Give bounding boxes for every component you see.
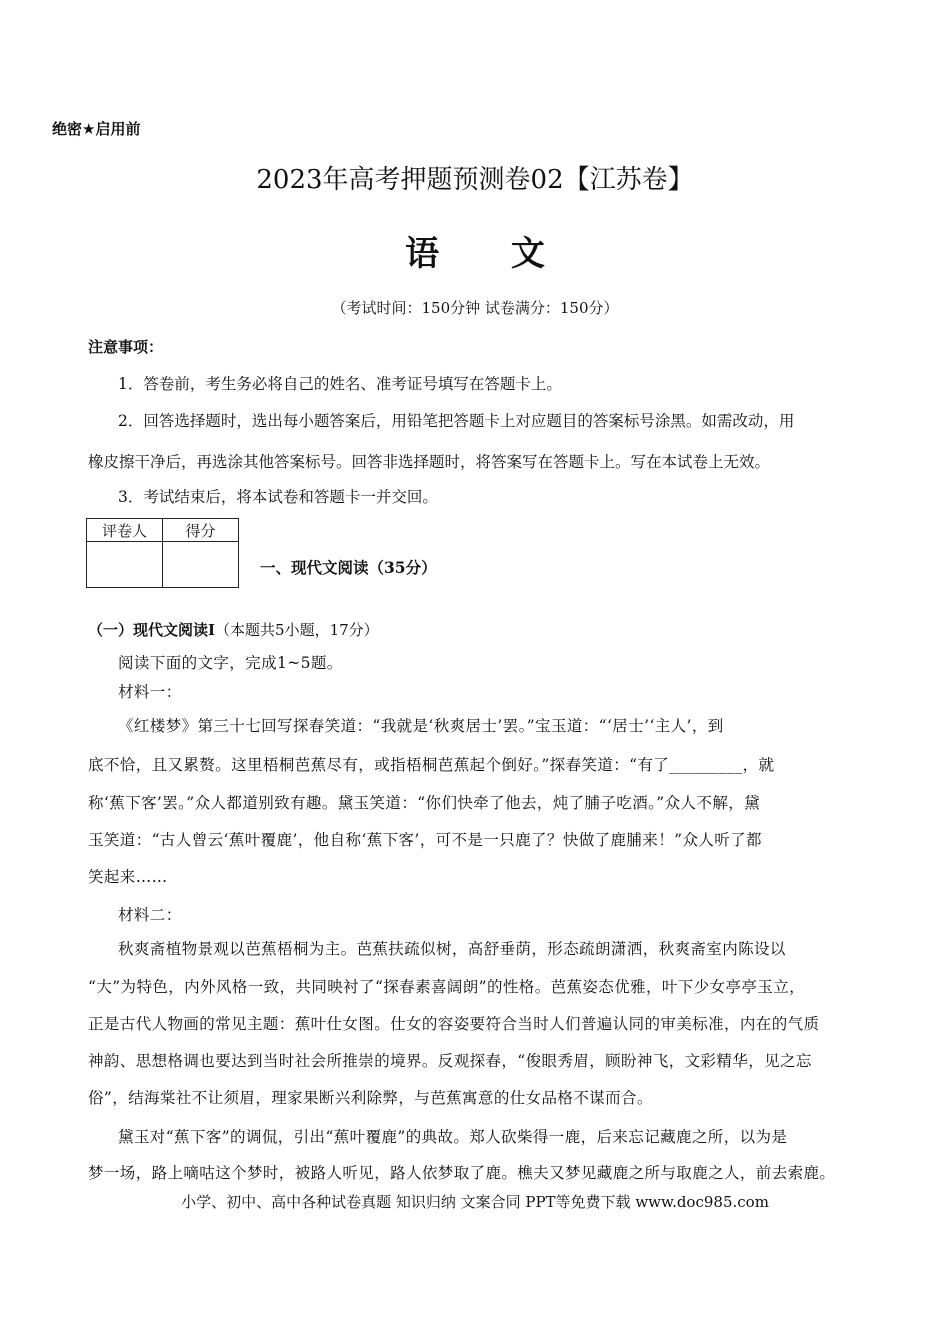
material-2-line: 秋爽斋植物景观以芭蕉梧桐为主。芭蕉扶疏似树，高舒垂荫，形态疏朗潇洒，秋爽斋室内陈设以 — [118, 940, 786, 958]
confidential-label: 绝密★启用前 — [52, 120, 141, 138]
material-2-line: 梦一场，路上嘀咕这个梦时，被路人听见，路人依梦取了鹿。樵夫又梦见藏鹿之所与取鹿之人，前去索鹿。 — [88, 1164, 836, 1182]
material-2-line: 俗”，结海棠社不让须眉，理家果断兴利除弊，与芭蕉寓意的仕女品格不谋而合。 — [88, 1089, 653, 1107]
material-1-line: 笑起来…… — [88, 868, 168, 886]
subsection-label: （一）现代文阅读Ⅰ — [88, 621, 216, 639]
subsection-detail: （本题共5小题，17分） — [215, 621, 379, 639]
notice-heading: 注意事项： — [88, 338, 164, 356]
score-header: 得分 — [163, 519, 239, 542]
material-1-line: 称‘蕉下客’罢。”众人都道别致有趣。黛玉笑道：“你们快牵了他去，炖了脯子吃酒。”众人不解，黛 — [88, 794, 761, 812]
material-1-line: 底不恰，且又累赘。这里梧桐芭蕉尽有，或指梧桐芭蕉起个倒好。”探春笑道：“有了_________，就 — [88, 756, 775, 774]
subsection-title — [88, 619, 379, 640]
instruction: 阅读下面的文字，完成1~5题。 — [118, 654, 343, 672]
material-2-label: 材料二： — [118, 906, 182, 924]
material-2-line: 黛玉对“蕉下客”的调侃，引出“蕉叶覆鹿”的典故。郑人砍柴得一鹿，后来忘记藏鹿之所，以为是 — [118, 1128, 788, 1146]
subject-title: 语 文 — [405, 234, 575, 274]
score-table — [86, 518, 239, 588]
page-footer: 小学、初中、高中各种试卷真题 知识归纳 文案合同 PPT等免费下载 www.doc985.com — [181, 1193, 769, 1211]
material-2-line: “大”为特色，内外风格一致，共同映衬了“探春素喜阔朗”的性格。芭蕉姿态优雅，叶下少女亭亭玉立， — [88, 978, 805, 996]
material-1-label: 材料一： — [118, 683, 182, 701]
material-2-line: 神韵、思想格调也要达到当时社会所推崇的境界。反观探春，“俊眼秀眉，顾盼神飞，文彩精华，见之忘 — [88, 1052, 812, 1070]
material-1-line: 《红楼梦》第三十七回写探春笑道：“我就是‘秋爽居士’罢。”宝玉道：“‘居士’‘主人’，到 — [118, 717, 724, 735]
notice-line-3: 橡皮擦干净后，再选涂其他答案标号。回答非选择题时，将答案写在答题卡上。写在本试卷上无效。 — [88, 453, 771, 471]
material-2-line: 正是古代人物画的常见主题：蕉叶仕女图。仕女的容姿要符合当时人们普遍认同的审美标准，内在的气质 — [88, 1015, 820, 1033]
exam-title: 2023年高考押题预测卷02【江苏卷】 — [256, 165, 694, 195]
notice-line-4: 3．考试结束后，将本试卷和答题卡一并交回。 — [118, 488, 438, 506]
section-title: 一、现代文阅读（35分） — [260, 558, 437, 577]
exam-info: （考试时间：150分钟 试卷满分：150分） — [331, 299, 619, 317]
grader-cell — [87, 542, 163, 588]
material-1-line: 玉笑道：“古人曾云‘蕉叶覆鹿’，他自称‘蕉下客’，可不是一只鹿了？快做了鹿脯来！”众人听了都 — [88, 831, 762, 849]
notice-line-2: 2．回答选择题时，选出每小题答案后，用铅笔把答题卡上对应题目的答案标号涂黑。如需改动，用 — [118, 412, 795, 430]
grader-header: 评卷人 — [87, 519, 163, 542]
score-cell — [163, 542, 239, 588]
notice-line-1: 1．答卷前，考生务必将自己的姓名、准考证号填写在答题卡上。 — [118, 375, 562, 393]
